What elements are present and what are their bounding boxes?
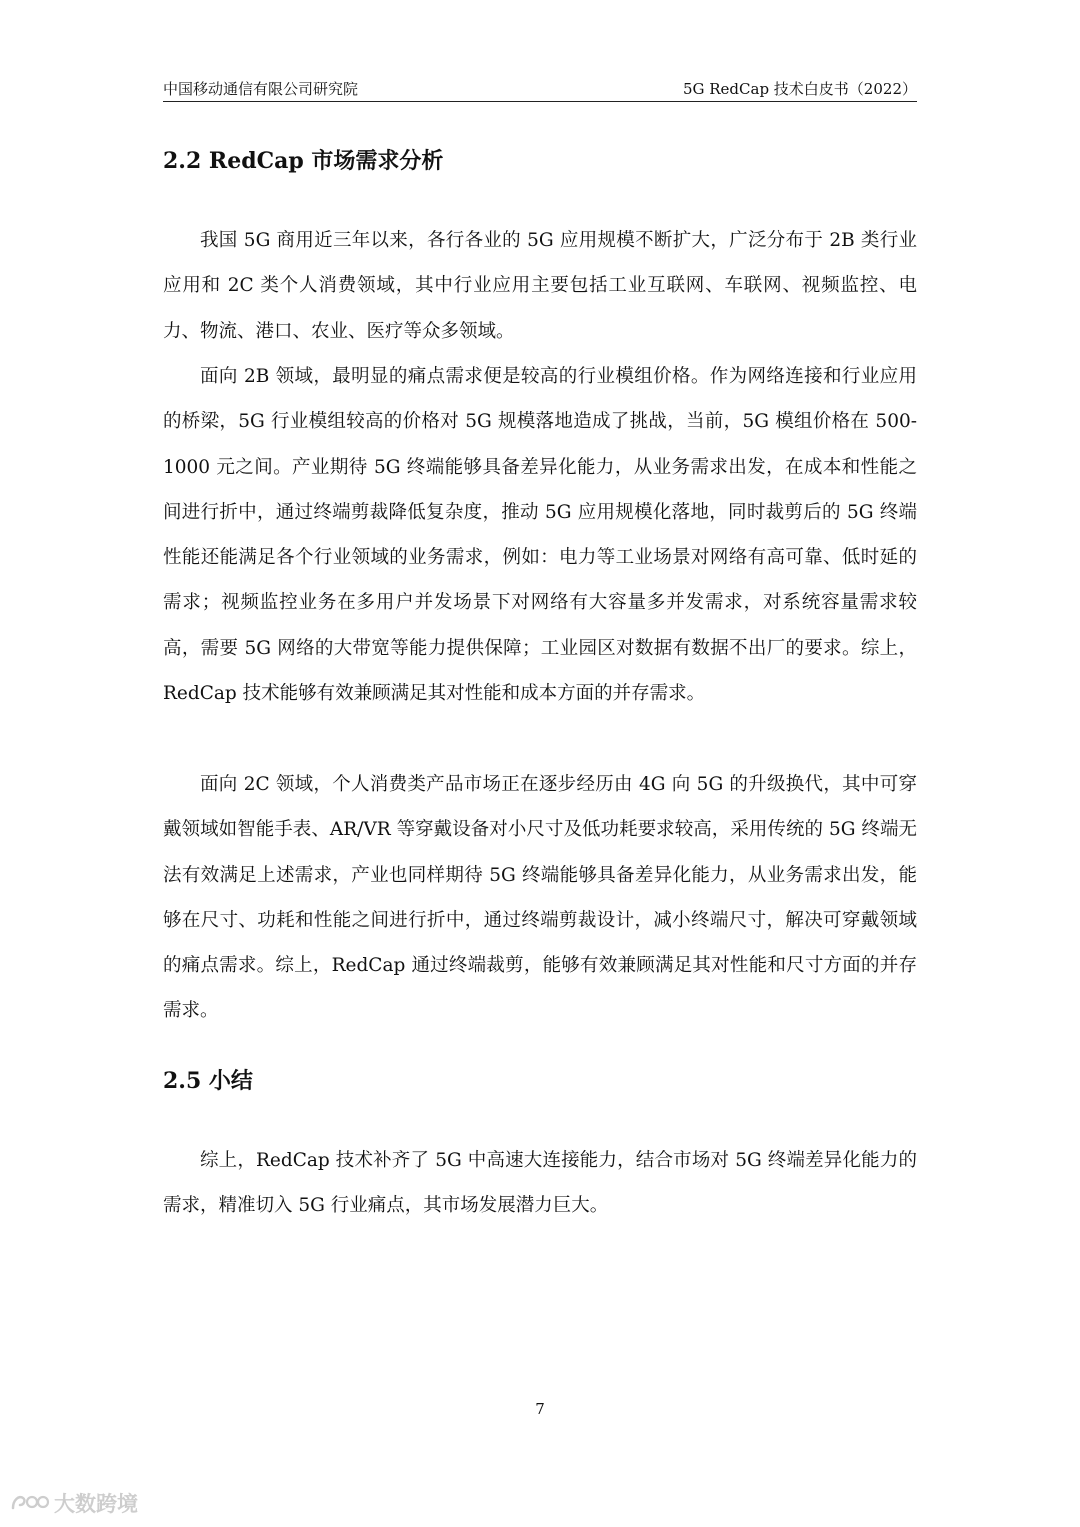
page-header [163,79,917,101]
paragraph-summary: 综上，RedCap 技术补齐了 5G 中高速大连接能力，结合市场对 5G 终端差异化能力的需求，精准切入 5G 行业痛点，其市场发展潜力巨大。 [163,1150,917,1217]
paragraph-2b-market: 面向 2B 领域，最明显的痛点需求便是较高的行业模组价格。作为网络连接和行业应用的桥梁，5G 行业模组较高的价格对 5G 规模落地造成了挑战，当前，5G 模组价格在 500-1000 元之间。产业期待 5G 终端能够具备差异化能力，从业务需求出发，在成本和性能之间进行折中，通过终端剪裁降低复杂度，推动 5G 应用规模化落地，同时裁剪后的 5G 终端性能还能满足各个行业领域的业务需求，例如：电力等工业场景对网络有高可靠、低时延的需求；视频监控业务在多用户并发场景下对网络有大容量多并发需求，对系统容量需求较高，需要 5G 网络的大带宽等能力提供保障；工业园区对数据有数据不出厂的要求。综上，RedCap 技术能够有效兼顾满足其对性能和成本方面的并存需求。 [163,366,917,705]
brand-logo-icon [10,1490,50,1516]
header-organization: 中国移动通信有限公司研究院 [163,80,359,98]
watermark-text: 大数跨境 [54,1492,138,1516]
paragraph-2c-market: 面向 2C 领域，个人消费类产品市场正在逐步经历由 4G 向 5G 的升级换代，其中可穿戴领域如智能手表、AR/VR 等穿戴设备对小尺寸及低功耗要求较高，采用传统的 5G 终端无法有效满足上述需求，产业也同样期待 5G 终端能够具备差异化能力，从业务需求出发，能够在尺寸、功耗和性能之间进行折中，通过终端剪裁设计，减小终端尺寸，解决可穿戴领域的痛点需求。综上，RedCap 通过终端裁剪，能够有效兼顾满足其对性能和尺寸方面的并存需求。 [163,774,917,1022]
paragraph-overview: 我国 5G 商用近三年以来，各行各业的 5G 应用规模不断扩大，广泛分布于 2B 类行业应用和 2C 类个人消费领域，其中行业应用主要包括工业互联网、车联网、视频监控、电力、物流、港口、农业、医疗等众多领域。 [163,230,917,342]
header-document-title: 5G RedCap 技术白皮书（2022） [682,80,917,98]
section-heading-2-5: 2.5 小结 [163,1068,253,1094]
page-number: 7 [535,1400,545,1418]
header-divider [163,101,917,102]
watermark [10,1488,138,1518]
section-heading-2-2: 2.2 RedCap 市场需求分析 [163,148,444,174]
